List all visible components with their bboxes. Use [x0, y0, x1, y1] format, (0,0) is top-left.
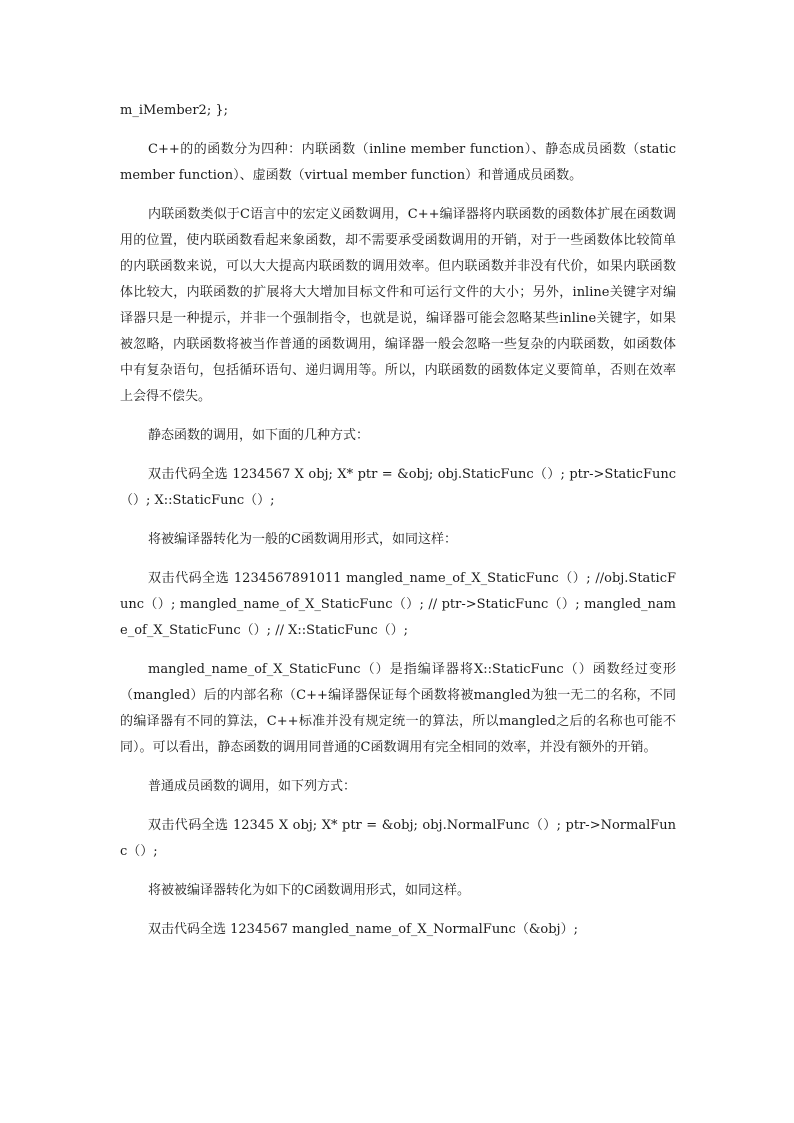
paragraph-normal-transform-intro: 将被被编译器转化为如下的C函数调用形式，如同这样。 [148, 883, 470, 898]
paragraph-function-types: C++的的函数分为四种：内联函数（inline member function）、静态成员函数（static member function）、虚函数（virtual member function）和普通成员函数。 [120, 142, 676, 183]
code-fragment-end: m_iMember2; }; [120, 103, 228, 118]
paragraph-static-transform-intro: 将被编译器转化为一般的C函数调用形式，如同这样： [148, 532, 457, 547]
paragraph-static-call-intro: 静态函数的调用，如下面的几种方式： [148, 428, 370, 443]
paragraph-mangled-explanation: mangled_name_of_X_StaticFunc（）是指编译器将X::StaticFunc（）函数经过变形（mangled）后的内部名称（C++编译器保证每个函数将被mangled为独一无二的名称，不同的编译器有不同的算法，C++标准并没有规定统一的算法，所以mangled之后的名称也可能不同）。可以看出，静态函数的调用同普通的C函数调用有完全相同的效率，并没有额外的开销。 [120, 662, 676, 755]
code-block-static-call: 双击代码全选 1234567 X obj; X* ptr = &obj; obj.StaticFunc（）; ptr->StaticFunc（）; X::StaticFunc（）; [120, 467, 676, 508]
paragraph-normal-call-intro: 普通成员函数的调用，如下列方式： [148, 779, 357, 794]
code-block-normal-call: 双击代码全选 12345 X obj; X* ptr = &obj; obj.NormalFunc（）; ptr->NormalFunc（）; [120, 818, 676, 859]
paragraph-inline-functions: 内联函数类似于C语言中的宏定义函数调用，C++编译器将内联函数的函数体扩展在函数调用的位置，使内联函数看起来象函数，却不需要承受函数调用的开销，对于一些函数体比较简单的内联函数来说，可以大大提高内联函数的调用效率。但内联函数并非没有代价，如果内联函数体比较大，内联函数的扩展将大大增加目标文件和可运行文件的大小；另外，inline关键字对编译器只是一种提示，并非一个强制指令，也就是说，编译器可能会忽略某些inline关键字，如果被忽略，内联函数将被当作普通的函数调用，编译器一般会忽略一些复杂的内联函数，如函数体中有复杂语句，包括循环语句、递归调用等。所以，内联函数的函数体定义要简单，否则在效率上会得不偿失。 [120, 207, 676, 404]
code-block-static-mangled: 双击代码全选 1234567891011 mangled_name_of_X_StaticFunc（）; //obj.StaticFunc（）; mangled_name_of_X_StaticFunc（）; // ptr->StaticFunc（）; mangled_name_of_X_StaticFunc（）; // X::StaticFunc（）; [120, 571, 676, 638]
document-page [120, 98, 676, 956]
code-block-normal-mangled: 双击代码全选 1234567 mangled_name_of_X_NormalFunc（&obj）; [148, 922, 578, 937]
